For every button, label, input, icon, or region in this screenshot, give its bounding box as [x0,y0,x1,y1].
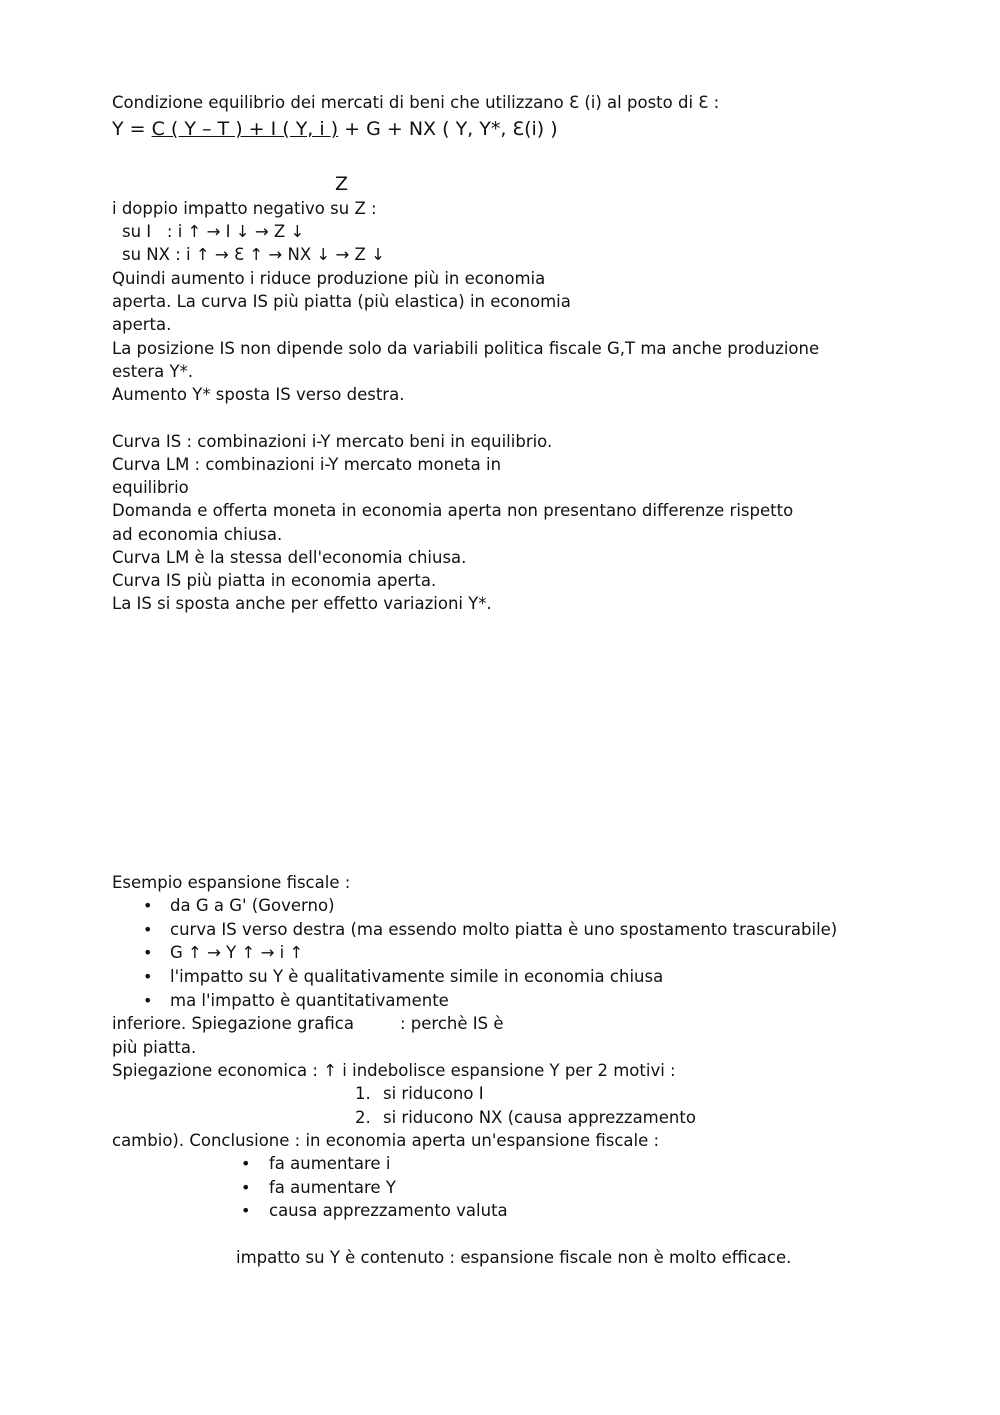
bullet-icon: • [241,1201,251,1220]
impact-on-investment: su I : i ↑ → I ↓ → Z ↓ [122,222,305,241]
fiscal-expansion-title: Esempio espansione fiscale : [112,873,351,892]
bullet-icon: • [143,920,153,939]
final-remark: impatto su Y è contenuto : espansione fiscale non è molto efficace. [236,1248,792,1267]
paragraph-line: estera Y*. [112,362,194,381]
economic-explanation: Spiegazione economica : ↑ i indebolisce espansione Y per 2 motivi : [112,1061,676,1080]
equilibrium-equation [112,117,558,141]
graphic-explanation: inferiore. Spiegazione grafica [112,1014,354,1033]
paragraph-line: La posizione IS non dipende solo da variabili politica fiscale G,T ma anche produzione [112,339,820,358]
list-item: causa apprezzamento valuta [269,1201,508,1220]
list-item: fa aumentare Y [269,1178,396,1197]
list-item: da G a G' (Governo) [170,896,335,915]
list-item: G ↑ → Y ↑ → i ↑ [170,943,304,962]
paragraph-line: Curva IS più piatta in economia aperta. [112,571,437,590]
bullet-icon: • [143,943,153,962]
bullet-icon: • [143,991,153,1010]
paragraph-line: aperta. La curva IS più piatta (più elastica) in economia [112,292,571,311]
lm-curve-definition-cont: equilibrio [112,478,189,497]
paragraph-line: Domanda e offerta moneta in economia aperta non presentano differenze rispetto [112,501,794,520]
list-number: 2. [355,1108,371,1127]
conclusion-line: cambio). Conclusione : in economia aperta un'espansione fiscale : [112,1131,660,1150]
list-item: fa aumentare i [269,1154,391,1173]
list-number: 1. [355,1084,371,1103]
equation-suffix: + G + NX ( Y, Y*, Ɛ(i) ) [338,118,558,140]
paragraph-line: aperta. [112,315,172,334]
paragraph-line: Aumento Y* sposta IS verso destra. [112,385,405,404]
is-curve-definition: Curva IS : combinazioni i-Y mercato beni in equilibrio. [112,432,553,451]
paragraph-line: Quindi aumento i riduce produzione più in economia [112,269,546,288]
impact-on-net-exports: su NX : i ↑ → Ɛ ↑ → NX ↓ → Z ↓ [122,245,385,264]
bullet-icon: • [143,896,153,915]
graphic-explanation-line2: più piatta. [112,1038,197,1057]
list-item: si riducono I [383,1084,484,1103]
paragraph-line: Curva LM è la stessa dell'economia chiusa. [112,548,467,567]
list-item: si riducono NX (causa apprezzamento [383,1108,696,1127]
equilibrium-title: Condizione equilibrio dei mercati di beni che utilizzano Ɛ (i) al posto di Ɛ : [112,93,720,112]
equation-underlined-part: C ( Y – T ) + I ( Y, i ) [151,118,339,140]
equation-prefix: Y = [112,118,152,140]
paragraph-line: La IS si sposta anche per effetto variazioni Y*. [112,594,492,613]
bullet-icon: • [241,1178,251,1197]
paragraph-line: ad economia chiusa. [112,525,283,544]
bullet-icon: • [143,967,153,986]
graphic-explanation-cont: : perchè IS è [400,1014,504,1033]
list-item: l'impatto su Y è qualitativamente simile in economia chiusa [170,967,664,986]
list-item: ma l'impatto è quantitativamente [170,991,449,1010]
bullet-icon: • [241,1154,251,1173]
list-item: curva IS verso destra (ma essendo molto piatta è uno spostamento trascurabile) [170,920,838,939]
lm-curve-definition: Curva LM : combinazioni i-Y mercato moneta in [112,455,502,474]
z-label: Z [335,173,349,195]
double-impact-heading: i doppio impatto negativo su Z : [112,199,377,218]
